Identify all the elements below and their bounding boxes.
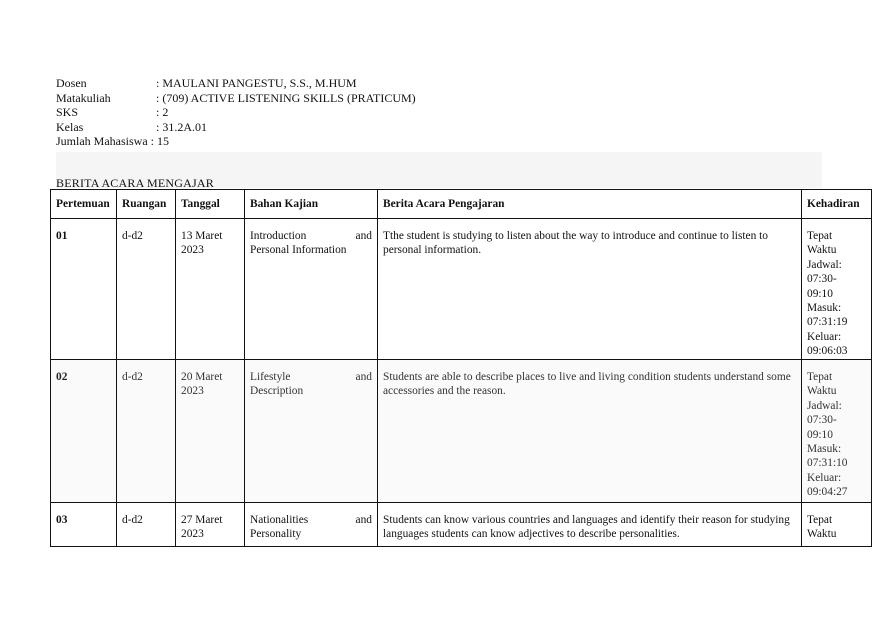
cell-kehadiran [802,360,872,503]
info-row-matakuliah [56,91,416,106]
header-tanggal: Tanggal [176,190,245,219]
tanggal-line: 27 Maret [181,514,223,526]
header-bahan-kajian: Bahan Kajian [245,190,378,219]
dosen-value: : MAULANI PANGESTU, S.S., M.HUM [156,76,357,90]
kehadiran-line: Waktu [807,244,837,257]
tanggal-line: 13 Maret [181,230,223,242]
kehadiran-line: 09:04:27 [807,486,848,499]
table-row [51,503,872,547]
kehadiran-line: Keluar: [807,471,842,484]
cell-berita-acara: Students can know various countries and languages and identify their reason for studying languages students can know adjectives to describe personalities. [378,503,802,547]
cell-ruangan: d-d2 [117,360,176,503]
cell-ruangan: d-d2 [117,503,176,547]
info-row-dosen [56,76,416,91]
kehadiran-line: Jadwal: [807,258,842,271]
kehadiran-line: Masuk: [807,443,842,456]
kelas-value: : 31.2A.01 [156,119,207,134]
cell-ruangan: d-d2 [117,219,176,360]
header-ruangan: Ruangan [117,190,176,219]
cell-kehadiran [802,219,872,360]
cell-bahan-kajian [245,219,378,360]
kehadiran-line: 07:30- [807,414,837,427]
kehadiran-line: 09:06:03 [807,345,848,358]
cell-pertemuan: 03 [51,503,117,547]
kehadiran-line: Keluar: [807,330,842,343]
kehadiran-line: Tepat [807,514,833,526]
bahan-line: Description [250,385,304,398]
header-berita-acara: Berita Acara Pengajaran [378,190,802,219]
cell-pertemuan: 02 [51,360,117,503]
cell-tanggal [176,503,245,547]
bahan-line: Personal Information [250,244,347,257]
tanggal-line: 20 Maret [181,371,223,383]
matakuliah-label: Matakuliah [56,90,111,105]
cell-bahan-kajian [245,360,378,503]
cell-berita-acara: Students are able to describe places to live and living condition students understand some accessories and the reason. [378,360,802,503]
kehadiran-line: Masuk: [807,302,842,315]
kehadiran-line: Waktu [807,385,837,398]
jumlah-value: : 15 [150,134,169,149]
berita-acara-table [50,189,872,547]
cell-berita-acara: Tthe student is studying to listen about the way to introduce and continue to listen to personal information. [378,219,802,360]
kehadiran-line: Jadwal: [807,399,842,412]
kehadiran-line: 07:31:10 [807,457,848,470]
info-row-sks [56,105,416,120]
matakuliah-value: : (709) ACTIVE LISTENING SKILLS (PRATICUM) [156,90,416,105]
jumlah-label: Jumlah Mahasiswa [56,134,148,149]
cell-kehadiran [802,503,872,547]
kelas-label: Kelas [56,119,84,134]
cell-tanggal [176,219,245,360]
kehadiran-line: 07:31:19 [807,316,848,329]
tanggal-line: 2023 [181,528,204,541]
info-row-kelas [56,120,416,135]
cell-bahan-kajian [245,503,378,547]
bahan-line: Lifestyle and [250,371,372,383]
bahan-line: Introduction and [250,230,372,242]
sks-label: SKS [56,105,79,120]
cell-pertemuan: 01 [51,219,117,360]
table-row [51,219,872,360]
tanggal-line: 2023 [181,385,204,398]
kehadiran-line: 07:30- [807,273,837,286]
table-header-row [51,190,872,219]
dosen-label: Dosen [56,76,87,90]
kehadiran-line: 09:10 [807,287,833,300]
sks-value: : 2 [156,105,169,120]
cell-tanggal [176,360,245,503]
section-title: BERITA ACARA MENGAJAR [56,176,214,190]
kehadiran-line: Tepat [807,371,833,383]
bahan-line: Nationalities and [250,514,372,526]
info-row-jumlah [56,134,416,149]
table-row [51,360,872,503]
kehadiran-line: Tepat [807,230,833,242]
bahan-line: Personality [250,528,302,541]
header-pertemuan: Pertemuan [51,190,117,219]
kehadiran-line: Waktu [807,528,837,541]
tanggal-line: 2023 [181,244,204,257]
course-info [56,76,416,149]
header-kehadiran: Kehadiran [802,190,872,219]
kehadiran-line: 09:10 [807,428,833,441]
